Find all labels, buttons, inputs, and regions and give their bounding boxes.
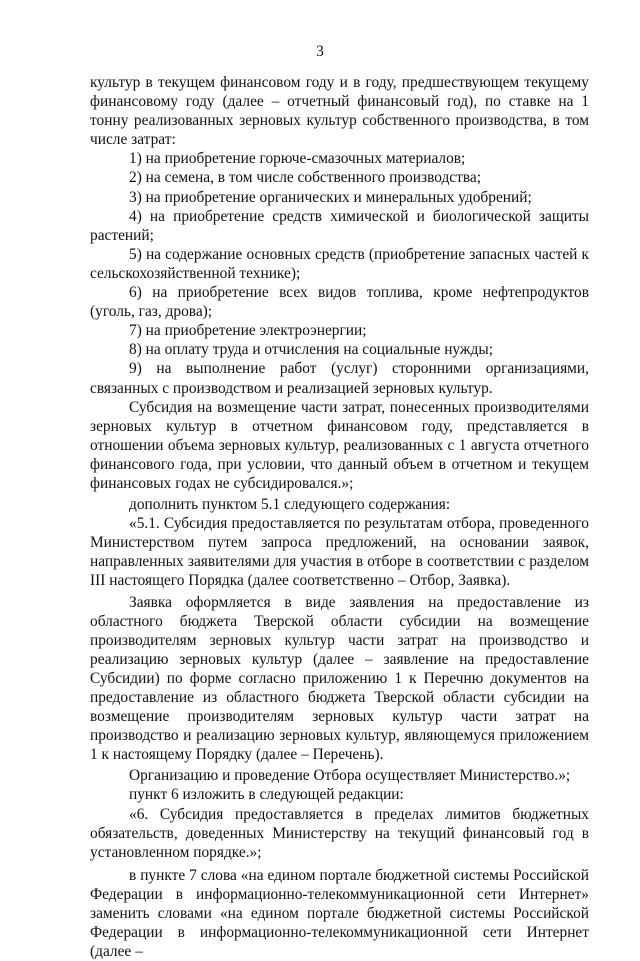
list-item-5: 5) на содержание основных средств (приобретение запасных частей к сельскохозяйственной технике);	[90, 245, 589, 282]
paragraph-continuation: культур в текущем финансовом году и в году, предшествующем текущему финансовому году (далее – отчетный финансовый год), по ставке на 1 тонну реализованных зерновых культур собственного производства, в том числе затрат:	[90, 74, 589, 149]
paragraph-amend-6: пункт 6 изложить в следующей редакции:	[129, 786, 404, 804]
list-item-1: 1) на приобретение горюче-смазочных материалов;	[129, 150, 466, 168]
paragraph-amend-7: в пункте 7 слова «на едином портале бюджетной системы Российской Федерации в информационно-телекоммуникационной сети Интернет» заменить словами «на едином портале бюджетной системы Российской Федерации в информационно-телекоммуникационной сети Интернет (далее –	[90, 866, 589, 961]
paragraph-application: Заявка оформляется в виде заявления на предоставление из областного бюджета Тверской области субсидии на возмещение производителям зерновых культур части затрат на производство и реализацию зерновых культур (далее – заявление на предоставление Субсидии) по форме согласно приложению 1 к Перечню документов на предоставление из областного бюджета Тверской области субсидии на возмещение производителям зерновых культур части затрат на производство и реализацию зерновых культур, являющемуся приложением 1 к настоящему Порядку (далее – Перечень).	[90, 593, 589, 764]
list-item-4: 4) на приобретение средств химической и биологической защиты растений;	[90, 207, 589, 244]
document-body	[90, 73, 589, 961]
paragraph-clause-5-1: «5.1. Субсидия предоставляется по результатам отбора, проведенного Министерством путем запроса предложений, на основании заявок, направленных заявителями для участия в отборе в соответствии с разделом III настоящего Порядка (далее соответственно – Отбор, Заявка).	[90, 515, 589, 590]
paragraph-subsidy-volume: Субсидия на возмещение части затрат, понесенных производителями зерновых культур в отчетном финансовом году, представляется в отношении объема зерновых культур, реализованных с 1 августа отчетного финансового года, при условии, что данный объем в отчетном и текущем финансовых годах не субсидировался.»;	[90, 398, 589, 492]
paragraph-amend-5-1: дополнить пунктом 5.1 следующего содержания:	[129, 496, 451, 514]
list-item-3: 3) на приобретение органических и минеральных удобрений;	[129, 188, 532, 206]
list-item-2: 2) на семена, в том числе собственного производства;	[129, 169, 482, 187]
list-item-6: 6) на приобретение всех видов топлива, кроме нефтепродуктов (уголь, газ, дрова);	[90, 284, 589, 321]
paragraph-selection-organizer: Организацию и проведение Отбора осуществляет Министерство.»;	[129, 767, 571, 785]
list-item-7: 7) на приобретение электроэнергии;	[129, 322, 367, 340]
page-number: 3	[316, 43, 324, 60]
paragraph-clause-6: «6. Субсидия предоставляется в пределах лимитов бюджетных обязательств, доведенных Министерству на текущий финансовый год в установленном порядке.»;	[90, 805, 589, 861]
list-item-9: 9) на выполнение работ (услуг) сторонними организациями, связанных с производством и реализацией зерновых культур.	[90, 360, 589, 397]
list-item-8: 8) на оплату труда и отчисления на социальные нужды;	[129, 341, 494, 359]
